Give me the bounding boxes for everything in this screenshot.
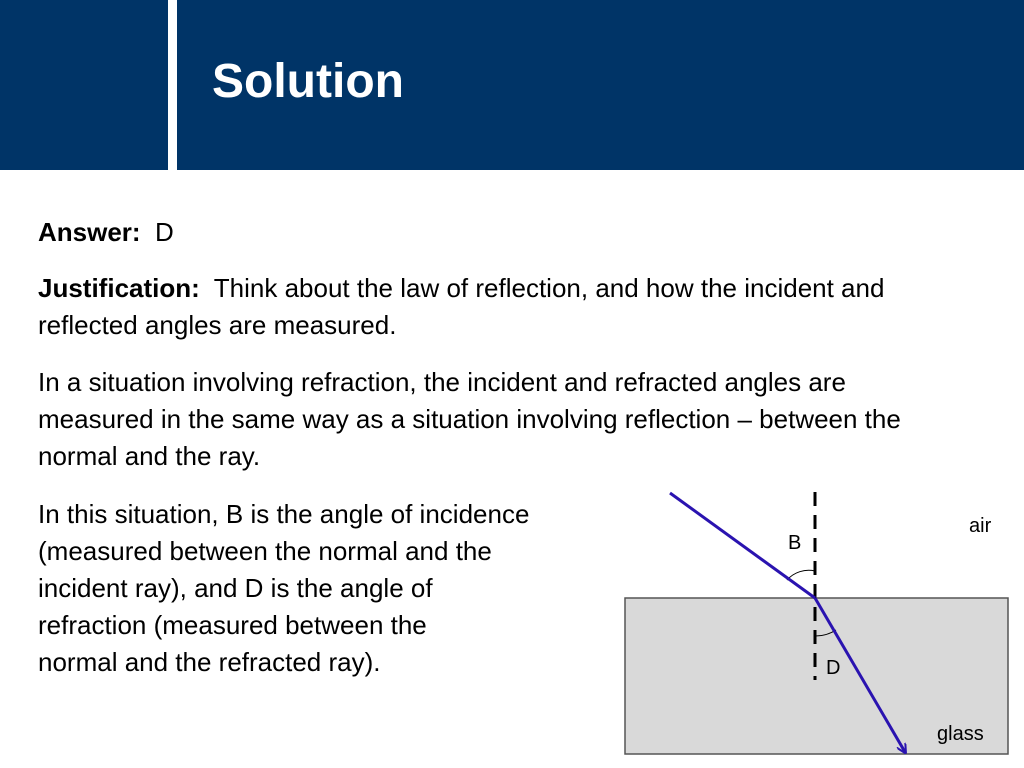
air-label: air — [969, 515, 992, 537]
angle-b-label: B — [788, 532, 802, 554]
angle-d-label: D — [826, 657, 841, 679]
situation-line: (measured between the normal and the — [38, 536, 492, 566]
justification-label: Justification: — [38, 273, 200, 303]
situation-line: refraction (measured between the — [38, 610, 427, 640]
situation-line: incident ray), and D is the angle of — [38, 573, 433, 603]
situation-line: In this situation, B is the angle of incidence — [38, 499, 530, 529]
answer-value: D — [155, 217, 174, 247]
justification-text: Think about the law of reflection, and how the incident and reflected angles are measured. — [38, 273, 885, 340]
glass-label: glass — [937, 723, 984, 745]
angle-b-arc — [787, 570, 815, 580]
page-title: Solution — [212, 55, 404, 108]
answer-label: Answer: — [38, 217, 141, 247]
refraction-paragraph: In a situation involving refraction, the incident and refracted angles are measured in the same way as a situation involving reflection – between the normal and the ray. — [38, 367, 901, 471]
situation-line: normal and the refracted ray). — [38, 647, 381, 677]
